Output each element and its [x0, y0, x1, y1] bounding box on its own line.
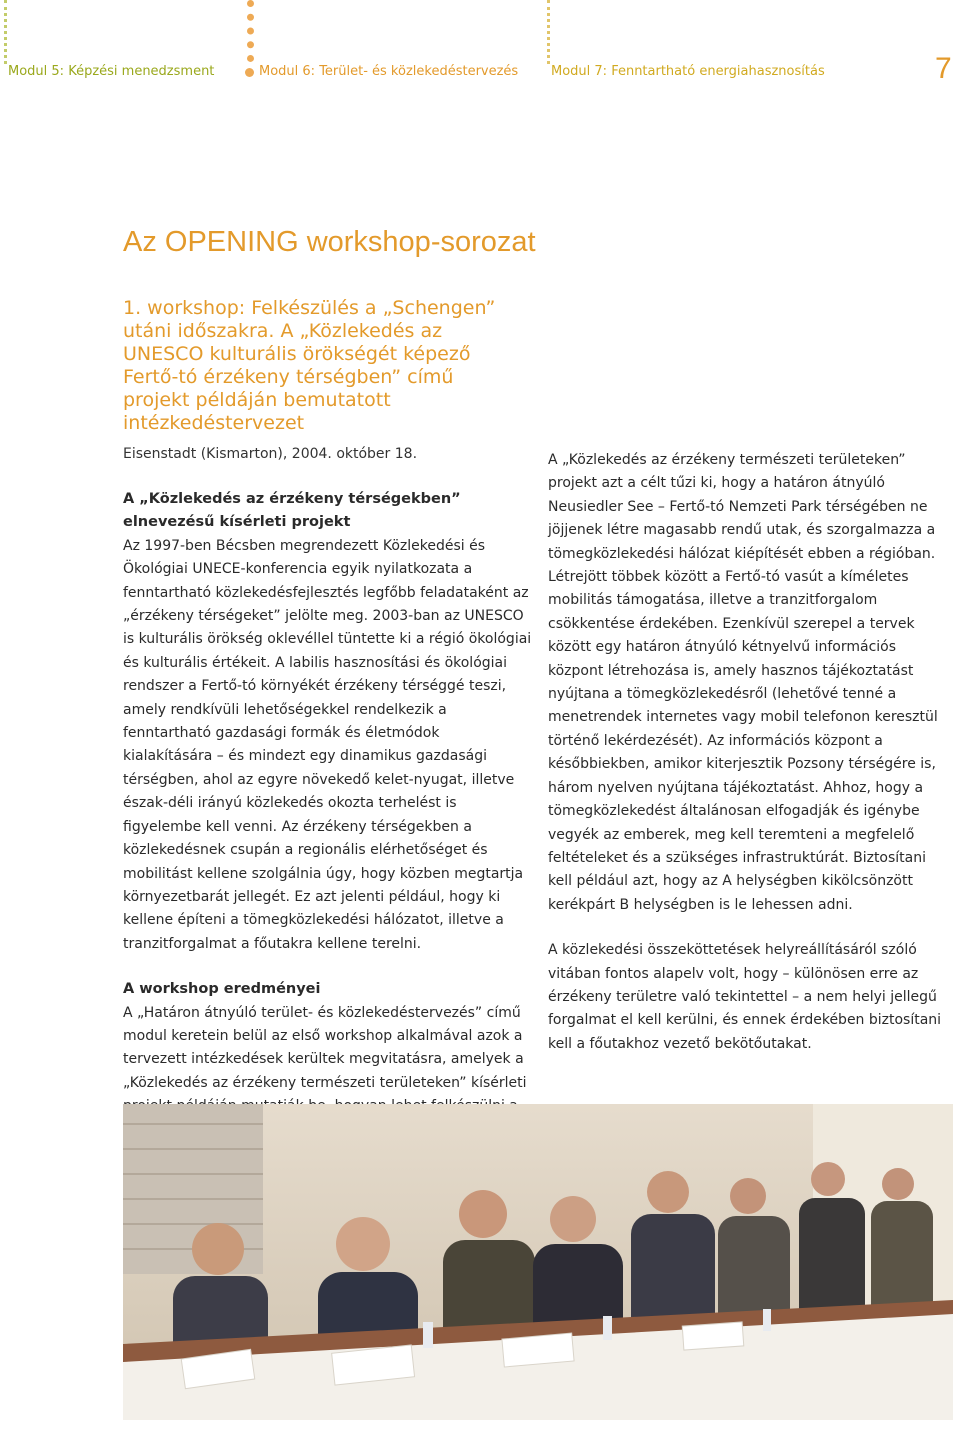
section-body: Az 1997-ben Bécsben megrendezett Közlekedési és Ökológiai UNECE-konferencia egyik nyilatkozata a fenntartható közlekedésfejlesztés legfőbb feladataként az „érzékeny térségeket” jelölte meg. 2003-ban az UNESCO is kulturális örökség oklevéllel tüntette ki a régió ökológiai és kulturális értékeit. A labilis hasznosítási és ökológiai rendszer a Fertő-tó környékét érzékeny térséggé teszi, amely rendkívüli lehetőségekkel rendelkezik a fenntartható gazdasági formák és életmódok kialakítására – és mindezt egy dinamikus gazdasági térségben, ahol az egyre növekedő kelet-nyugat, illetve észak-déli irányú közlekedés okozta terhelést is figyelembe kell venni. Az érzékeny térségekben a közlekedésnek csupán a regionális elérhetőséget és mobilitást kellene szolgálnia úgy, hogy közben megtartja környezetbarát jellegét. Ez azt jelenti például, hogy ki kellene építeni a tömegközlekedési hálózatot, illetve a tranzitforgalmat a főutakra kellene terelni. — [123, 537, 532, 952]
page-number: 7 — [935, 52, 952, 85]
left-column — [123, 488, 533, 1142]
header-tab-module-7[interactable]: Modul 7: Fenntartható energiahasznosítás — [551, 64, 825, 79]
paragraph: A közlekedési összeköttetések helyreállításáról szóló vitában fontos alapelv volt, hogy – különösen erre az érzékeny területre való tekintettel – a nem helyi jellegű forgalmat el kell kerülni, és ennek érdekében biztosítani kell a főutakhoz vezető bekötőutakat. — [548, 942, 942, 1052]
article-dateline: Eisenstadt (Kismarton), 2004. október 18. — [123, 446, 418, 462]
section-body: A „Határon átnyúló terület- és közlekedéstervezés” című modul keretein belül az első workshop alkalmával azok a tervezett intézkedések kerültek megvitatásra, amelyek a „Közlekedés az érzékeny természeti területeken” kísérleti — [123, 1004, 527, 1091]
section-heading: A „Közlekedés az érzékeny térségekben” elnevezésű kísérleti projekt — [123, 491, 461, 531]
header-tab-module-5[interactable]: Modul 5: Képzési menedzsment — [8, 64, 215, 79]
header-divider-dots — [247, 0, 258, 62]
section-heading: A workshop eredményei — [123, 981, 321, 998]
paragraph: A „Közlekedés az érzékeny természeti területeken” projekt azt a célt tűzi ki, hogy a határon átnyúló Neusiedler See – Fertő-tó Nemzeti Park térségében ne jöjjenek létre magasabb rendű utak, és szorgalmazza a tömegközlekedési hálózat kiépítését ebben a régióban. Létrejött többek között a Fertő-tó vasút a kíméletes mobilitás támogatása, illetve a tranzitforgalom csökkentése érdekében. Ezenkívül szerepel a tervek között egy határon átnyúló kétnyelvű információs központ létrehozása is, amely hasznos tájékoztatást nyújtana a tömegközlekedésről (lehetővé tenné a menetrendek internetes vagy mobil telefonon keresztül történő lekérdezését). Az információs központ a későbbiekben, amikor kiterjesztik Pozsony térségére is, három nyelven nyújtana tájékoztatást. Ahhoz, hogy a tömegközlekedést általánosan elfogadják és igénybe vegyék az emberek, meg kell teremteni a megfelelő feltételeket és a szükséges infrastruktúrát. Biztosítani kell például azt, hogy az A helységben kikölcsönzött kerékpárt B helységben is le lehessen adni. — [548, 452, 938, 913]
article-subtitle: 1. workshop: Felkészülés a „Schengen” utáni időszakra. A „Közlekedés az UNESCO kulturális örökségét képező Fertő-tó érzékeny térségben” című projekt példáján bemutatott intézkedéstervezet — [123, 297, 496, 434]
header-tab-module-6[interactable]: Modul 6: Terület- és közlekedéstervezés — [259, 64, 519, 79]
workshop-photo — [123, 1104, 953, 1420]
header-divider-dots — [4, 0, 11, 64]
page-title: Az OPENING workshop-sorozat — [123, 226, 536, 258]
header-divider-dots — [547, 0, 554, 64]
right-column — [548, 303, 953, 1056]
active-module-bullet — [245, 68, 254, 77]
